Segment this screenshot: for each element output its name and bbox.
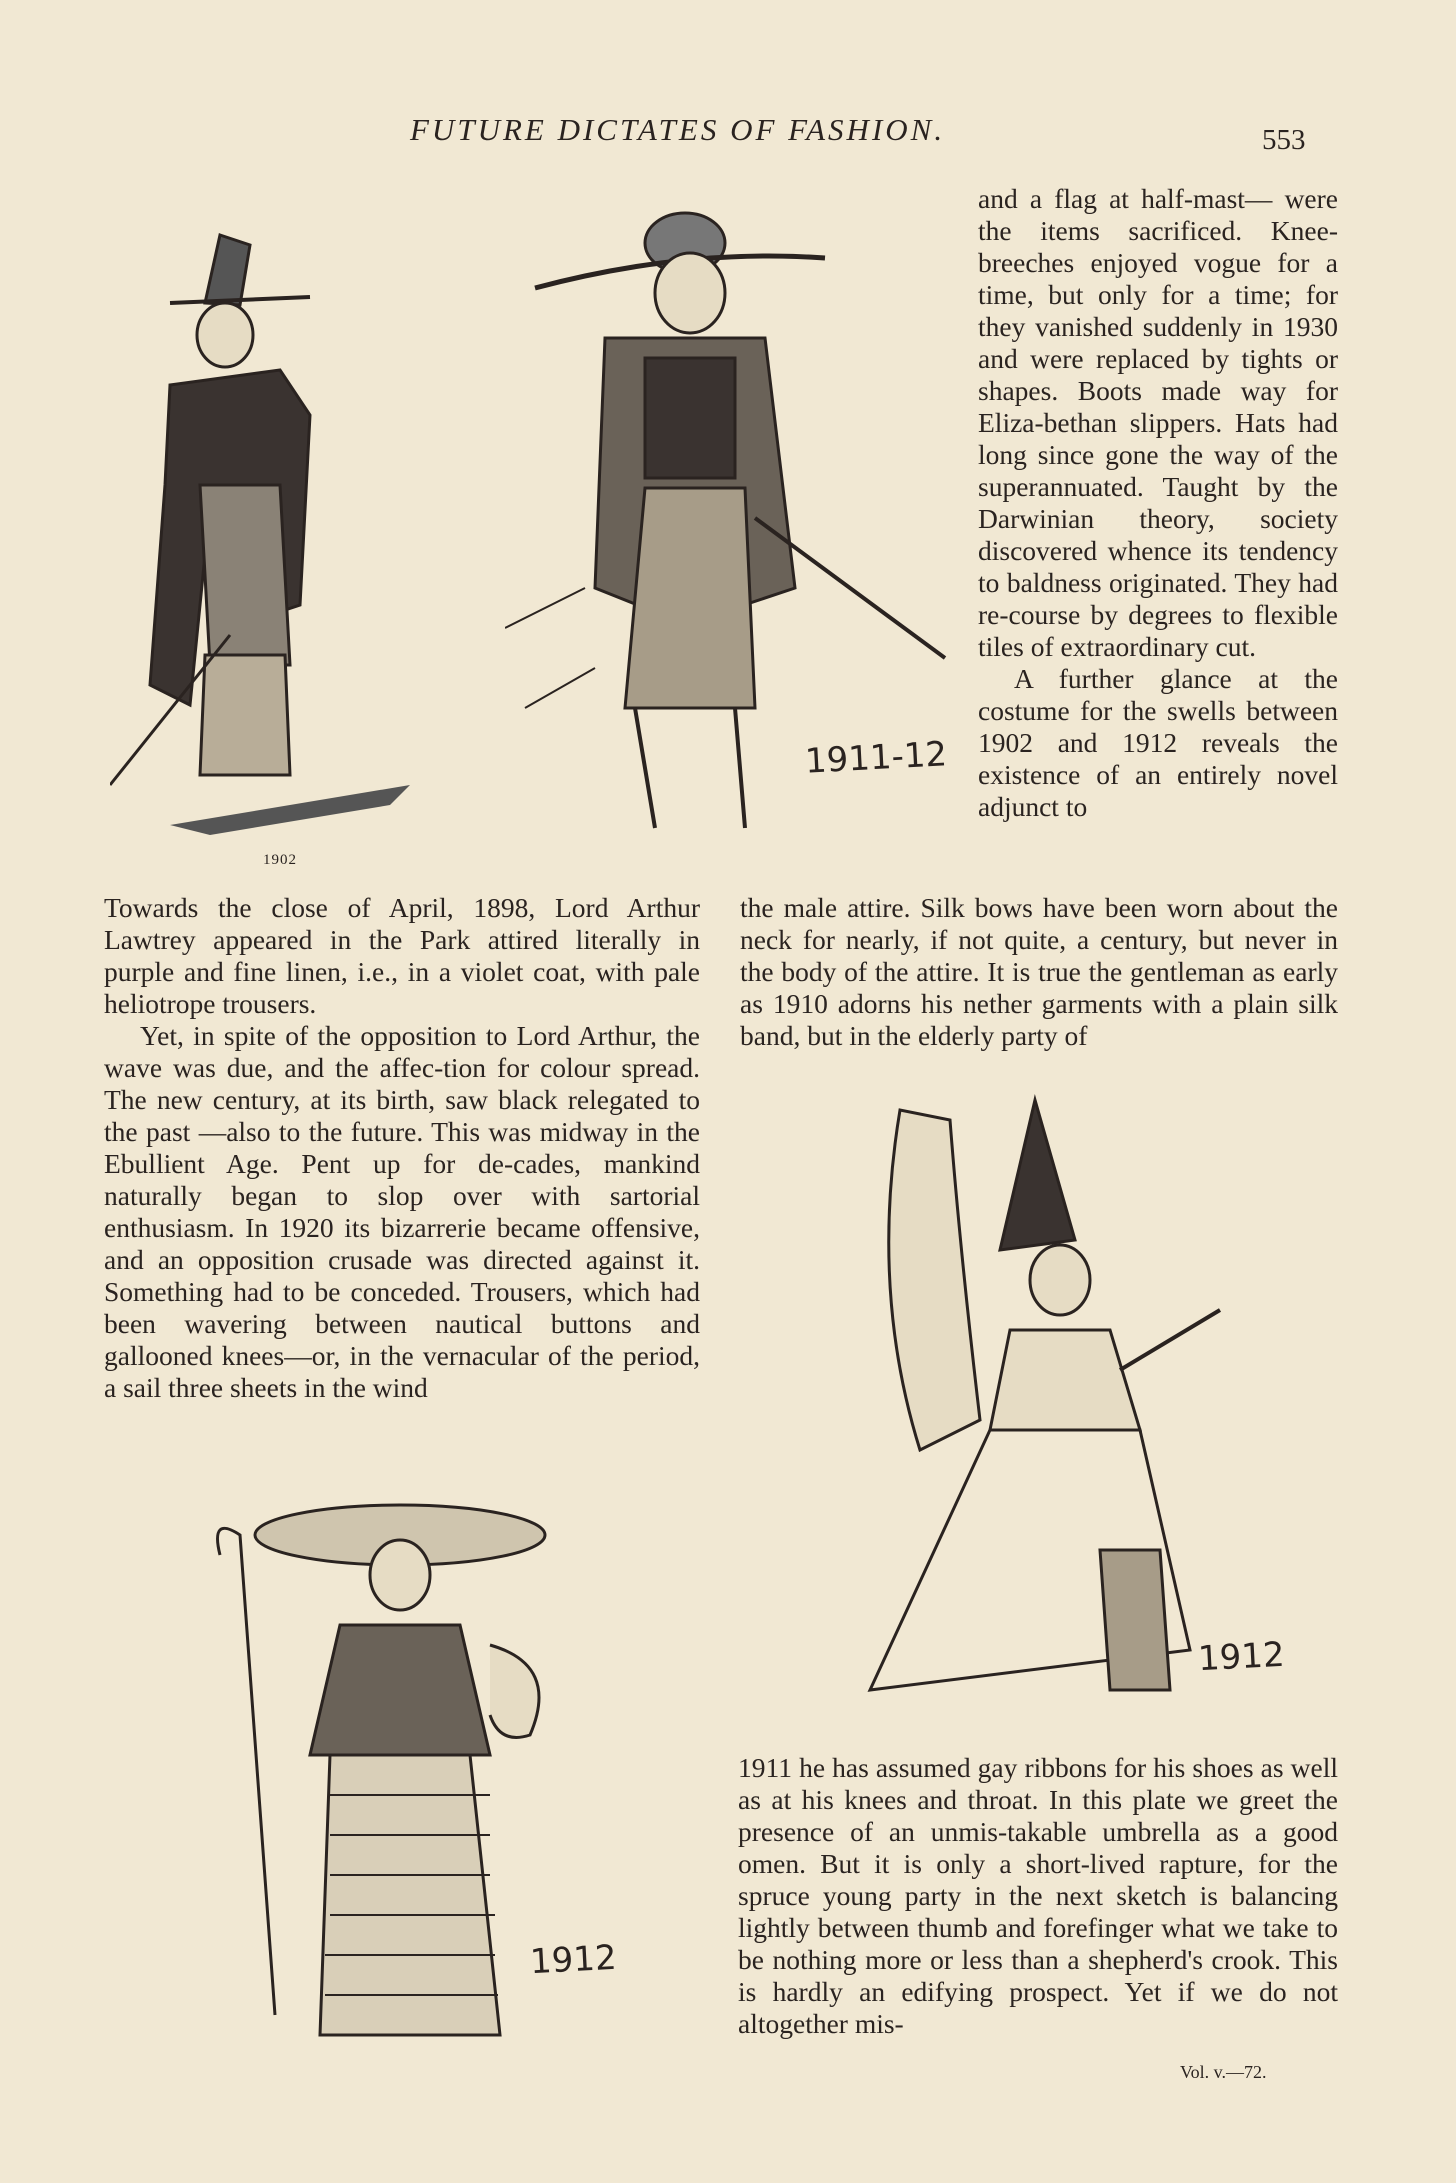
illustration-1902-gentleman	[110, 185, 470, 835]
paragraph: the male attire. Silk bows have been worn about the neck for nearly, if not quite, a century, but never in the body of the attire. It is true the gentleman as early as 1910 adorns his nether garments with a plain silk band, but in the elderly party of	[740, 892, 1338, 1051]
illustration-1912-lady-tall-hat	[840, 1090, 1240, 1730]
volume-footer: Vol. v.—72.	[1180, 2062, 1267, 2082]
caption-1912-right: 1912	[1197, 1634, 1286, 1680]
figure-drawing	[110, 185, 470, 835]
paragraph: and a flag at half-mast— were the items sacrificed. Knee-breeches enjoyed vogue for a time, but only for a time; for they vanished suddenly in 1930 and were replaced by tights or shapes. Boots made way for Eliza-bethan slippers. Hats had long since gone the way of the superannuated. Taught by the Darwinian theory, society discovered whence its tendency to baldness originated. They had re-course by degrees to flexible tiles of extraordinary cut.	[978, 183, 1338, 662]
paragraph: Towards the close of April, 1898, Lord Arthur Lawtrey appeared in the Park attired literally in purple and fine linen, i.e., in a violet coat, with pale heliotrope trousers.	[104, 892, 700, 1019]
text-column-right-top	[978, 183, 1338, 823]
paragraph: Yet, in spite of the opposition to Lord Arthur, the wave was due, and the affec-tion for colour spread. The new century, at its birth, saw black relegated to the past —also to the future. This was midway in the Ebullient Age. Pent up for de-cades, mankind naturally began to slop over with sartorial enthusiasm. In 1920 its bizarrerie became offensive, and an opposition crusade was directed against it. Something had to be conceded. Trousers, which had been wavering between nautical buttons and gallooned knees—or, in the vernacular of the period, a sail three sheets in the wind	[104, 1020, 700, 1403]
running-head: FUTURE DICTATES OF FASHION.	[410, 112, 946, 147]
caption-1902: 1902	[263, 852, 297, 868]
text-column-right-bottom	[738, 1752, 1338, 2040]
paragraph: A further glance at the costume for the swells between 1902 and 1912 reveals the existence of an entirely novel adjunct to	[978, 663, 1338, 822]
text-column-right-mid	[740, 892, 1338, 1052]
caption-1911-12: 1911-12	[804, 734, 949, 782]
illustration-1912-lady-crook	[200, 1495, 620, 2075]
text-column-left	[104, 892, 700, 1404]
paragraph: 1911 he has assumed gay ribbons for his shoes as well as at his knees and throat. In this plate we greet the presence of an unmis-takable umbrella as a good omen. But it is only a short-lived rapture, for the spruce young party in the next sketch is balancing lightly between thumb and forefinger what we take to be nothing more or less than a shepherd's crook. This is hardly an edifying prospect. Yet if we do not altogether mis-	[738, 1752, 1338, 2039]
caption-1912-left: 1912	[529, 1937, 618, 1983]
figure-drawing	[840, 1090, 1240, 1730]
figure-drawing	[200, 1495, 620, 2075]
page-number: 553	[1262, 124, 1306, 156]
